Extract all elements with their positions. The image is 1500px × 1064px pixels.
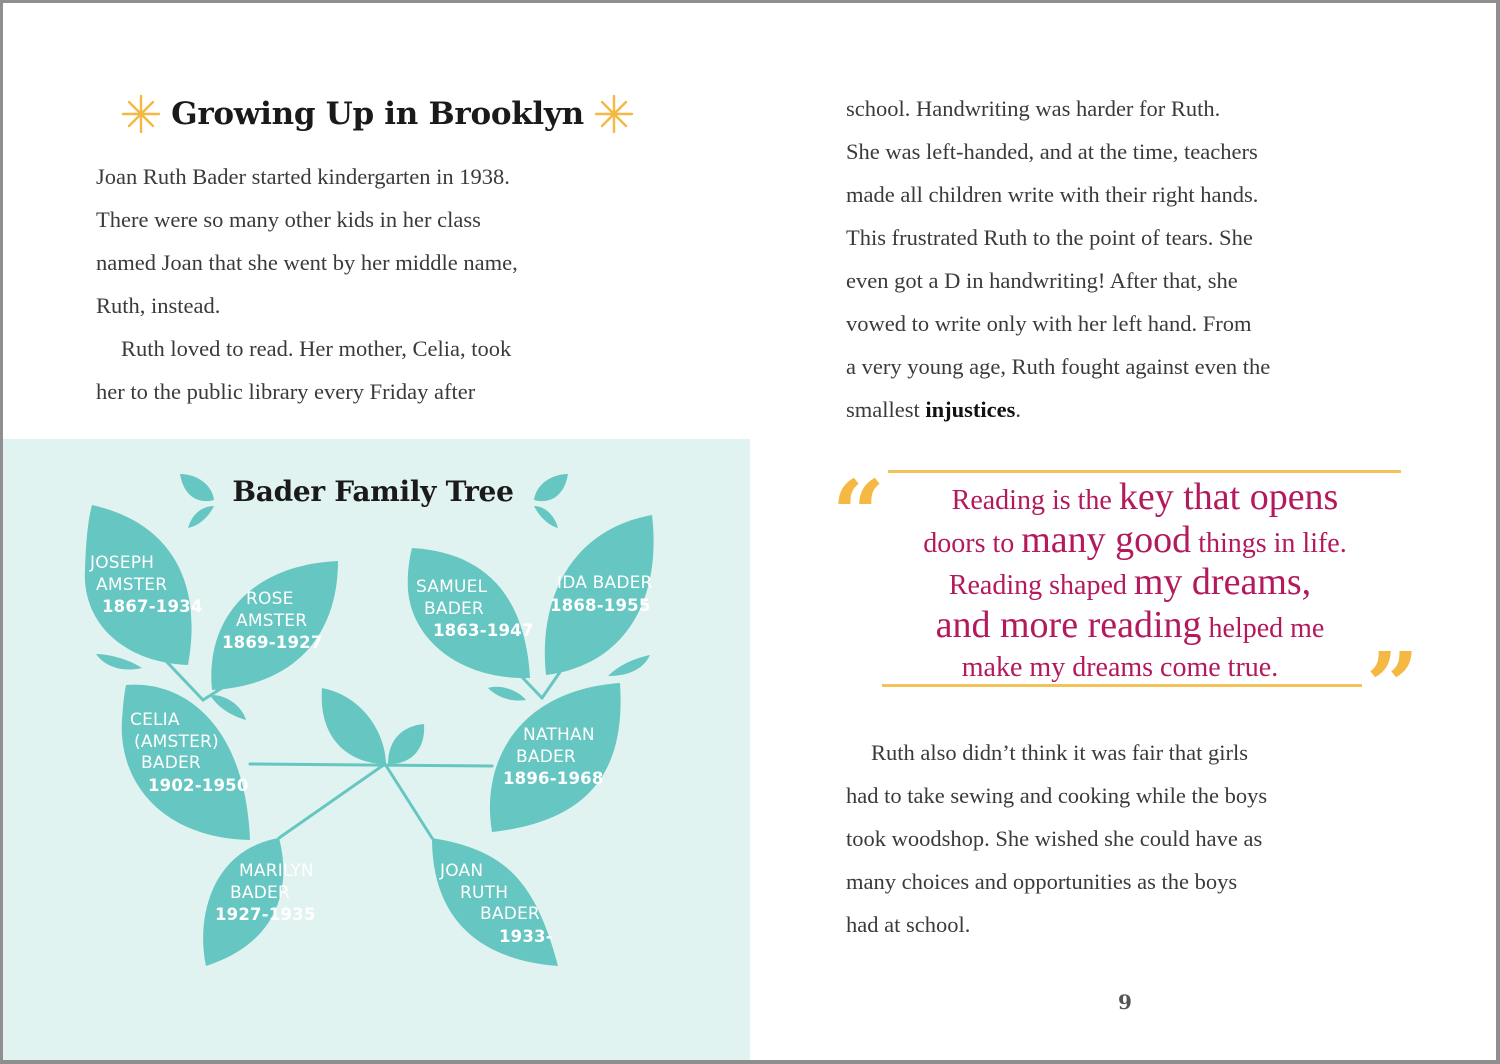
family-member-rose bbox=[222, 589, 323, 654]
paragraph bbox=[96, 155, 656, 327]
bold-term-injustices: injustices bbox=[925, 397, 1016, 422]
member-name: AMSTER bbox=[236, 610, 308, 631]
text-line: Joan Ruth Bader started kindergarten in 1938. bbox=[96, 164, 510, 189]
paragraph bbox=[846, 87, 1406, 431]
quote-emphasis: key that opens bbox=[1118, 476, 1339, 518]
member-years: 1863-1947 bbox=[433, 621, 534, 640]
member-name: (AMSTER) bbox=[134, 731, 219, 752]
sparkle-star-icon bbox=[594, 94, 634, 134]
family-member-nathan bbox=[503, 725, 604, 790]
pull-quote bbox=[860, 478, 1400, 688]
open-quote-icon: “ bbox=[832, 460, 885, 568]
family-member-joseph bbox=[90, 553, 203, 618]
text-line bbox=[846, 388, 1406, 431]
member-name: JOAN bbox=[440, 861, 484, 881]
page-number: 9 bbox=[1118, 990, 1132, 1014]
text-line: This frustrated Ruth to the point of tears. She bbox=[846, 225, 1253, 250]
family-tree-graphic bbox=[3, 439, 750, 1060]
text-line: school. Handwriting was harder for Ruth. bbox=[846, 96, 1221, 121]
quote-top-rule bbox=[888, 470, 1401, 473]
text-line: named Joan that she went by her middle name, bbox=[96, 250, 518, 275]
quote-emphasis: many good bbox=[1021, 518, 1192, 561]
text-line: many choices and opportunities as the boys bbox=[846, 869, 1238, 894]
text-fragment: smallest bbox=[846, 397, 926, 422]
member-name: BADER bbox=[480, 904, 540, 924]
member-years: 1896-1968 bbox=[503, 769, 604, 788]
quote-line bbox=[860, 478, 1400, 521]
sparkle-star-icon bbox=[121, 94, 161, 134]
family-tree-panel bbox=[3, 439, 750, 1060]
section-heading bbox=[110, 90, 645, 138]
text-line: She was left-handed, and at the time, teachers bbox=[846, 139, 1258, 164]
text-fragment: . bbox=[1015, 397, 1021, 422]
member-years: 1867-1934 bbox=[102, 597, 203, 616]
text-line: a very young age, Ruth fought against even the bbox=[846, 354, 1271, 379]
quote-emphasis: my dreams, bbox=[1133, 561, 1312, 603]
family-tree-title: Bader Family Tree bbox=[232, 475, 514, 508]
member-name: MARILYN bbox=[239, 861, 314, 881]
quote-fragment: things in life. bbox=[1191, 527, 1347, 559]
family-member-samuel bbox=[416, 577, 534, 642]
text-line: Ruth also didn’t think it was fair that girls bbox=[871, 740, 1249, 765]
member-name: JOSEPH bbox=[90, 553, 155, 573]
text-line: her to the public library every Friday after bbox=[96, 379, 476, 404]
member-name: NATHAN bbox=[523, 725, 595, 745]
quote-line bbox=[860, 603, 1400, 649]
right-body-text-top bbox=[846, 87, 1406, 431]
member-name: IDA BADER bbox=[557, 573, 653, 593]
paragraph bbox=[96, 327, 656, 413]
member-name: BADER bbox=[230, 882, 290, 903]
quote-line bbox=[860, 518, 1400, 564]
text-line: Ruth, instead. bbox=[96, 293, 221, 318]
quote-fragment: Reading is the bbox=[951, 485, 1119, 516]
text-line: vowed to write only with her left hand. From bbox=[846, 311, 1252, 336]
member-name: ROSE bbox=[246, 589, 294, 609]
close-quote-icon: ” bbox=[1366, 632, 1419, 740]
member-name: BADER bbox=[141, 753, 201, 773]
section-title: Growing Up in Brooklyn bbox=[171, 96, 584, 132]
quote-fragment: doors to bbox=[923, 527, 1022, 559]
quote-line bbox=[860, 563, 1400, 606]
member-name: CELIA bbox=[130, 710, 180, 730]
member-years: 1868-1955 bbox=[550, 595, 651, 615]
member-name: RUTH bbox=[460, 882, 509, 903]
member-name: SAMUEL bbox=[416, 577, 488, 597]
quote-fragment: helped me bbox=[1201, 612, 1325, 644]
text-line: took woodshop. She wished she could have as bbox=[846, 826, 1263, 851]
text-line: even got a D in handwriting! After that, she bbox=[846, 268, 1238, 293]
family-member-ida bbox=[550, 573, 653, 616]
member-years: 1933- bbox=[499, 926, 553, 946]
member-name: AMSTER bbox=[96, 574, 168, 595]
quote-emphasis: and more reading bbox=[935, 603, 1202, 646]
member-years: 1869-1927 bbox=[222, 633, 323, 652]
quote-line bbox=[860, 648, 1400, 688]
text-line: made all children write with their right hands. bbox=[846, 182, 1259, 207]
quote-fragment: make my dreams come true. bbox=[961, 652, 1279, 683]
member-name: BADER bbox=[516, 746, 576, 767]
text-line: There were so many other kids in her class bbox=[96, 207, 481, 232]
family-member-celia bbox=[130, 710, 249, 796]
right-body-text-bottom bbox=[846, 731, 1406, 946]
family-member-marilyn bbox=[215, 861, 316, 926]
member-years: 1902-1950 bbox=[148, 775, 249, 795]
text-line: had to take sewing and cooking while the boys bbox=[846, 783, 1268, 808]
member-name: BADER bbox=[424, 598, 484, 619]
member-years: 1927-1935 bbox=[215, 905, 316, 924]
quote-fragment: Reading shaped bbox=[948, 570, 1134, 601]
family-member-joan bbox=[440, 861, 553, 947]
text-line: had at school. bbox=[846, 912, 971, 937]
text-line: Ruth loved to read. Her mother, Celia, took bbox=[121, 336, 512, 361]
left-body-text bbox=[96, 155, 656, 413]
paragraph bbox=[846, 731, 1406, 946]
